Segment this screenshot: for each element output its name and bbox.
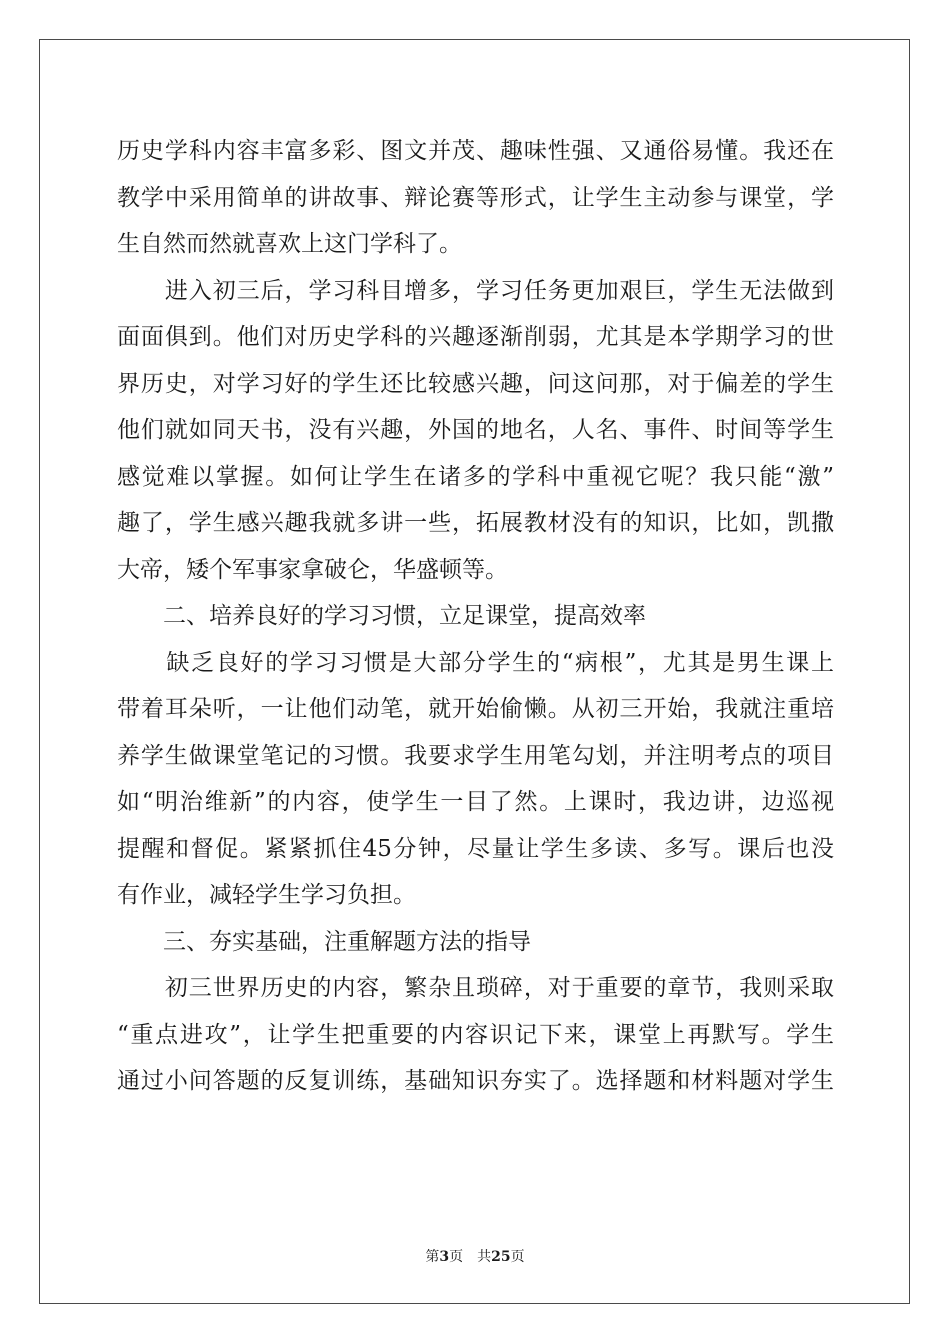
text-line: 如“明治维新”的内容，使学生一目了然。上课时，我边讲，边巡视 — [117, 789, 834, 815]
text-line: 提醒和督促。紧紧抓住45分钟，尽量让学生多读、多写。课后也没 — [117, 835, 834, 862]
page-label-suffix: 页 — [449, 1249, 464, 1265]
text-line: 养学生做课堂笔记的习惯。我要求学生用笔勾划，并注明考点的项目 — [117, 742, 834, 769]
text-line: 三、夯实基础，注重解题方法的指导 — [117, 928, 531, 955]
text-line: 大帝，矮个军事家拿破仑，华盛顿等。 — [117, 556, 508, 583]
total-label-prefix: 共 — [477, 1249, 492, 1265]
text-line: 界历史，对学习好的学生还比较感兴趣，问这问那，对于偏差的学生 — [117, 370, 834, 397]
text-line: “重点进攻”，让学生把重要的内容识记下来，课堂上再默写。学生 — [117, 1021, 834, 1048]
text-line: 面面俱到。他们对历史学科的兴趣逐渐削弱，尤其是本学期学习的世 — [117, 324, 834, 350]
text-line: 有作业，减轻学生学习负担。 — [117, 882, 416, 908]
text-line: 生自然而然就喜欢上这门学科了。 — [117, 231, 462, 257]
text-line: 历史学科内容丰富多彩、图文并茂、趣味性强、又通俗易懂。我还在 — [117, 138, 834, 164]
text-line: 进入初三后，学习科目增多，学习任务更加艰巨，学生无法做到 — [117, 277, 834, 304]
text-line: 趣了，学生感兴趣我就多讲一些，拓展教材没有的知识，比如，凯撒 — [117, 510, 834, 536]
text-line: 缺乏良好的学习习惯是大部分学生的“病根”，尤其是男生课上 — [117, 649, 834, 676]
document-body — [117, 128, 834, 1105]
text-line: 通过小问答题的反复训练，基础知识夯实了。选择题和材料题对学生 — [117, 1068, 834, 1094]
page-label-prefix: 第 — [425, 1249, 440, 1265]
text-line: 二、培养良好的学习习惯，立足课堂，提高效率 — [117, 603, 646, 629]
text-line: 带着耳朵听，一让他们动笔，就开始偷懒。从初三开始，我就注重培 — [117, 696, 834, 722]
text-line: 教学中采用简单的讲故事、辩论赛等形式，让学生主动参与课堂，学 — [117, 184, 834, 211]
total-pages: 25 — [491, 1249, 511, 1265]
page-number: 3 — [439, 1249, 450, 1265]
total-label-suffix: 页 — [510, 1249, 525, 1265]
text-line: 初三世界历史的内容，繁杂且琐碎，对于重要的章节，我则采取 — [117, 975, 834, 1001]
text-line: 他们就如同天书，没有兴趣，外国的地名，人名、事件、时间等学生 — [117, 417, 834, 443]
page-footer — [0, 1246, 950, 1266]
text-line: 感觉难以掌握。如何让学生在诸多的学科中重视它呢？我只能“激” — [117, 463, 834, 490]
